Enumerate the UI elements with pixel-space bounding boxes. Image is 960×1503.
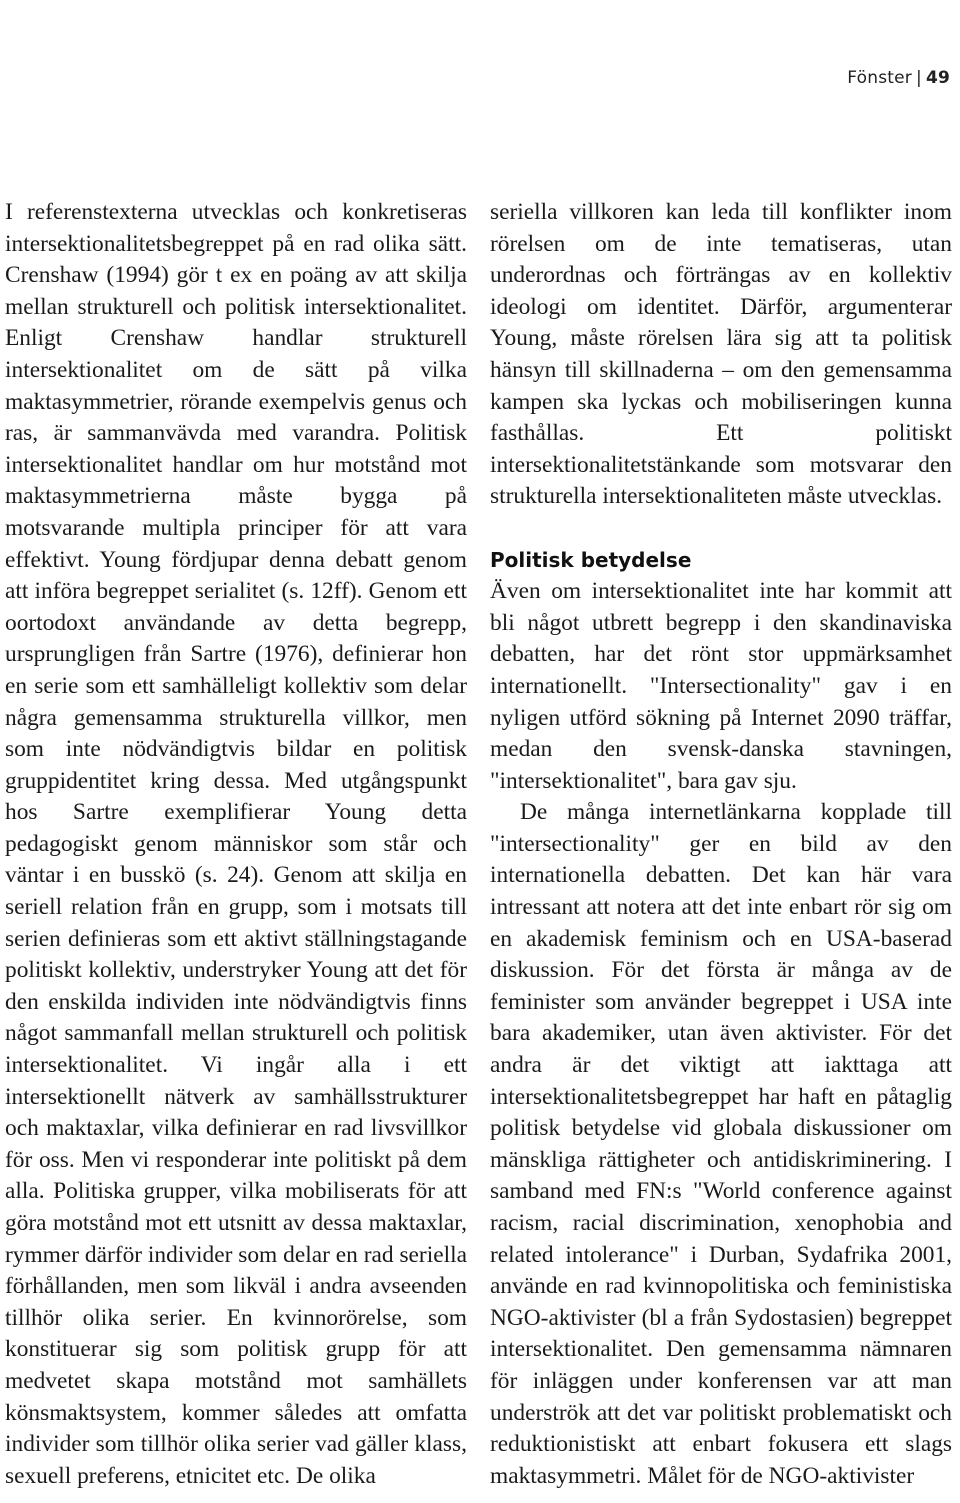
right-paragraph-3: De många internetlänkarna kopplade till "intersectionality" ger en bild av den internationella debatten. Det kan här vara intressant att notera att det inte enbart rör sig om en akademisk feminism och en USA-baserad diskussion. För det första är många av de feminister som använder begreppet i USA inte bara akademiker, utan även aktivister. För det andra är det viktigt att iakttaga att intersektionalitetsbegreppet har haft en påtaglig politisk betydelse vid globala diskussioner om mänskliga rättigheter och antidiskriminering. I samband med FN:s "World conference against racism, racial discrimination, xenophobia and related intolerance" i Durban, Sydafrika 2001, använde en rad kvinnopolitiska och feministiska NGO-aktivister (bl a från Sydostasien) begreppet intersektionalitet. Den gemensamma nämnaren för inläggen under konferensen var att man underströk att det var politiskt problematiskt och reduktionistiskt att enbart fokusera ett slags maktasymmetri. Målet för de NGO-aktivister [490,799,952,1489]
header-separator: | [916,68,922,88]
section-title: Fönster [847,68,912,88]
left-column [5,197,467,1492]
running-header [847,68,950,88]
page-number: 49 [925,68,950,88]
right-column [490,197,952,1492]
right-paragraph-1: seriella villkoren kan leda till konflikter inom rörelsen om de inte tematiseras, utan underordnas och förträngas av en kollektiv ideologi om identitet. Därför, argumenterar Young, måste rörelsen lära sig att ta politisk hänsyn till skillnaderna – om den gemensamma kampen ska lyckas och mobiliseringen kunna fasthållas. Ett politiskt intersektionalitetstänkande som motsvarar den strukturella intersektionaliteten måste utvecklas. [490,199,952,510]
left-paragraph-1: I referenstexterna utvecklas och konkretiseras intersektionalitetsbegreppet på en rad olika sätt. Crenshaw (1994) gör t ex en poäng av att skilja mellan strukturell och politisk intersektionalitet. Enligt Crenshaw handlar strukturell intersektionalitet om de sätt på vilka maktasymmetrier, rörande exempelvis genus och ras, är sammanvävda med varandra. Politisk intersektionalitet handlar om hur motstånd mot maktasymmetrierna måste bygga på motsvarande multipla principer för att vara effektivt. Young fördjupar denna debatt genom att införa begreppet serialitet (s. 12ff). Genom ett oortodoxt användande av detta begrepp, ursprungligen från Sartre (1976), definierar hon en serie som ett samhälleligt kollektiv som delar några gemensamma strukturella villkor, men som inte nödvändigtvis bildar en politisk gruppidentitet kring dessa. Med utgångspunkt hos Sartre exemplifierar Young detta pedagogiskt genom människor som står och väntar i en busskö (s. 24). Genom att skilja en seriell relation från en grupp, som i motsats till serien definieras som ett aktivt ställningstagande politiskt kollektiv, understryker Young att det för den enskilda individen inte nödvändigtvis finns något sammanfall mellan strukturell och politisk intersektionalitet. Vi ingår alla i ett intersektionellt nätverk av samhällsstrukturer och maktaxlar, vilka definierar en rad livsvillkor för oss. Men vi responderar inte politiskt på dem alla. Politiska grupper, vilka mobiliserats för att göra motstånd mot ett utsnitt av dessa maktaxlar, rymmer därför individer som delar en rad seriella förhållanden, men som likväl i andra avseenden tillhör olika serier. En kvinnorörelse, som konstituerar sig som politisk grupp för att medvetet skapa motstånd mot samhällets könsmaktsystem, kommer således att omfatta individer som tillhör olika serier vad gäller klass, sexuell preferens, etnicitet etc. De olika [5,199,467,1489]
right-paragraph-2: Även om intersektionalitet inte har kommit att bli något utbrett begrepp i den skandinaviska debatten, har det rönt stor uppmärksamhet internationellt. "Intersectionality" gav i en nyligen utförd sökning på Internet 2090 träffar, medan den svensk-danska stavningen, "intersektionalitet", bara gav sju. [490,578,952,794]
paragraph-spacer [490,513,952,545]
section-heading: Politisk betydelse [490,547,692,572]
